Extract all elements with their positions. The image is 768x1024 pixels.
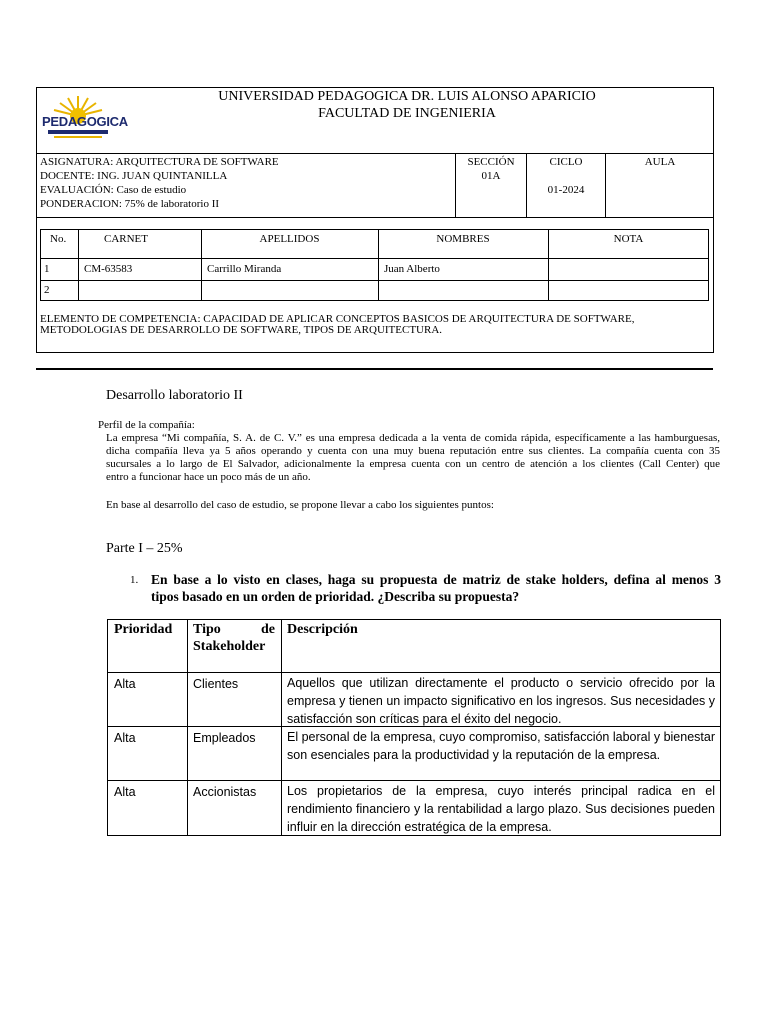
question-number: 1. xyxy=(130,574,139,586)
cycle-value: 01-2024 xyxy=(547,184,585,196)
profile-line-3: sucursales a lo largo de El Salvador, adicionalmente la empresa cuenta con un centro de atención a los clientes (Call Center) que xyxy=(106,458,720,470)
stakeholder-row-2-description: El personal de la empresa, cuyo compromiso, satisfacción laboral y bienestar son esenciales para la productividad y la reputación de la empresa. xyxy=(287,730,715,762)
university-name: UNIVERSIDAD PEDAGOGICA DR. LUIS ALONSO APARICIO xyxy=(218,89,596,104)
competency-line-2: METODOLOGIAS DE DESARROLLO DE SOFTWARE, TIPOS DE ARQUITECTURA. xyxy=(40,324,443,336)
stakeholder-header-type-text: Tipo de Stakeholder xyxy=(193,622,275,654)
stakeholder-row-3-description: Los propietarios de la empresa, cuyo interés principal radica en el rendimiento financiero y la rentabilidad a largo plazo. Sus decisiones pueden influir en la dirección estratégica de la empresa. xyxy=(287,784,715,834)
stakeholder-row-1-priority: Alta xyxy=(114,677,136,691)
students-header-carnet: CARNET xyxy=(104,233,148,245)
profile-label: Perfil de la compañía: xyxy=(98,419,195,431)
header-separator xyxy=(36,368,713,370)
students-header-apellidos: APELLIDOS xyxy=(259,233,320,245)
student-row-1-nombres: Juan Alberto xyxy=(384,263,440,275)
competency-line-1: ELEMENTO DE COMPETENCIA: CAPACIDAD DE APLICAR CONCEPTOS BASICOS DE ARQUITECTURA DE SOFTWARE, xyxy=(40,313,635,325)
cycle-label: CICLO xyxy=(549,156,583,168)
course-teacher: DOCENTE: ING. JUAN QUINTANILLA xyxy=(40,170,228,182)
stakeholder-row-1-description: Aquellos que utilizan directamente el producto o servicio ofrecido por la empresa y tienen un impacto significativo en los ingresos. Sus necesidades y satisfacción son críticas para el éxito del negocio. xyxy=(287,676,716,726)
section-value: 01A xyxy=(481,170,501,182)
question-line-2: tipos basado en un orden de prioridad. ¿Describa su propuesta? xyxy=(151,589,520,604)
section-label: SECCIÓN xyxy=(467,156,515,168)
stakeholder-row-2-type: Empleados xyxy=(193,731,256,745)
faculty-name: FACULTAD DE INGENIERIA xyxy=(318,106,496,121)
stakeholder-row-3-type: Accionistas xyxy=(193,785,257,799)
lab-title: Desarrollo laboratorio II xyxy=(106,388,243,403)
student-row-1-apellidos: Carrillo Miranda xyxy=(207,263,282,275)
students-header-nota: NOTA xyxy=(613,233,644,245)
profile-line-1: La empresa “Mi compañía, S. A. de C. V.” es una empresa dedicada a la venta de comida rápida, específicamente a las hamburguesas, xyxy=(106,432,720,444)
course-weight: PONDERACION: 75% de laboratorio II xyxy=(40,198,220,210)
stakeholder-header-type xyxy=(193,621,275,655)
question-line-1: En base a lo visto en clases, haga su propuesta de matriz de stake holders, defina al menos 3 xyxy=(151,572,721,587)
base-text: En base al desarrollo del caso de estudio, se propone llevar a cabo los siguientes puntos: xyxy=(106,499,494,511)
profile-line-4: entro a funcionar hace un poco más de un año. xyxy=(106,471,311,483)
stakeholder-row-1-type: Clientes xyxy=(193,677,239,691)
student-row-2-no: 2 xyxy=(44,284,50,296)
student-row-1-no: 1 xyxy=(44,263,50,275)
course-evaluation: EVALUACIÓN: Caso de estudio xyxy=(40,184,187,196)
stakeholder-header-description: Descripción xyxy=(287,622,358,637)
profile-line-2: dicha compañía lleva ya 5 años operando y cuenta con una muy buena reputación entre sus clientes. La compañía cuenta con 35 xyxy=(106,445,720,457)
classroom-label: AULA xyxy=(644,156,676,168)
stakeholder-row-3-priority: Alta xyxy=(114,785,136,799)
students-header-nombres: NOMBRES xyxy=(436,233,490,245)
course-subject: ASIGNATURA: ARQUITECTURA DE SOFTWARE xyxy=(40,156,279,168)
students-header-no: No. xyxy=(50,233,67,245)
student-row-1-carnet: CM-63583 xyxy=(84,263,133,275)
part-title: Parte I – 25% xyxy=(106,541,183,556)
stakeholder-row-2-priority: Alta xyxy=(114,731,136,745)
logo-wordmark: PEDAGOGICA xyxy=(42,114,128,129)
stakeholder-header-priority: Prioridad xyxy=(114,622,173,637)
